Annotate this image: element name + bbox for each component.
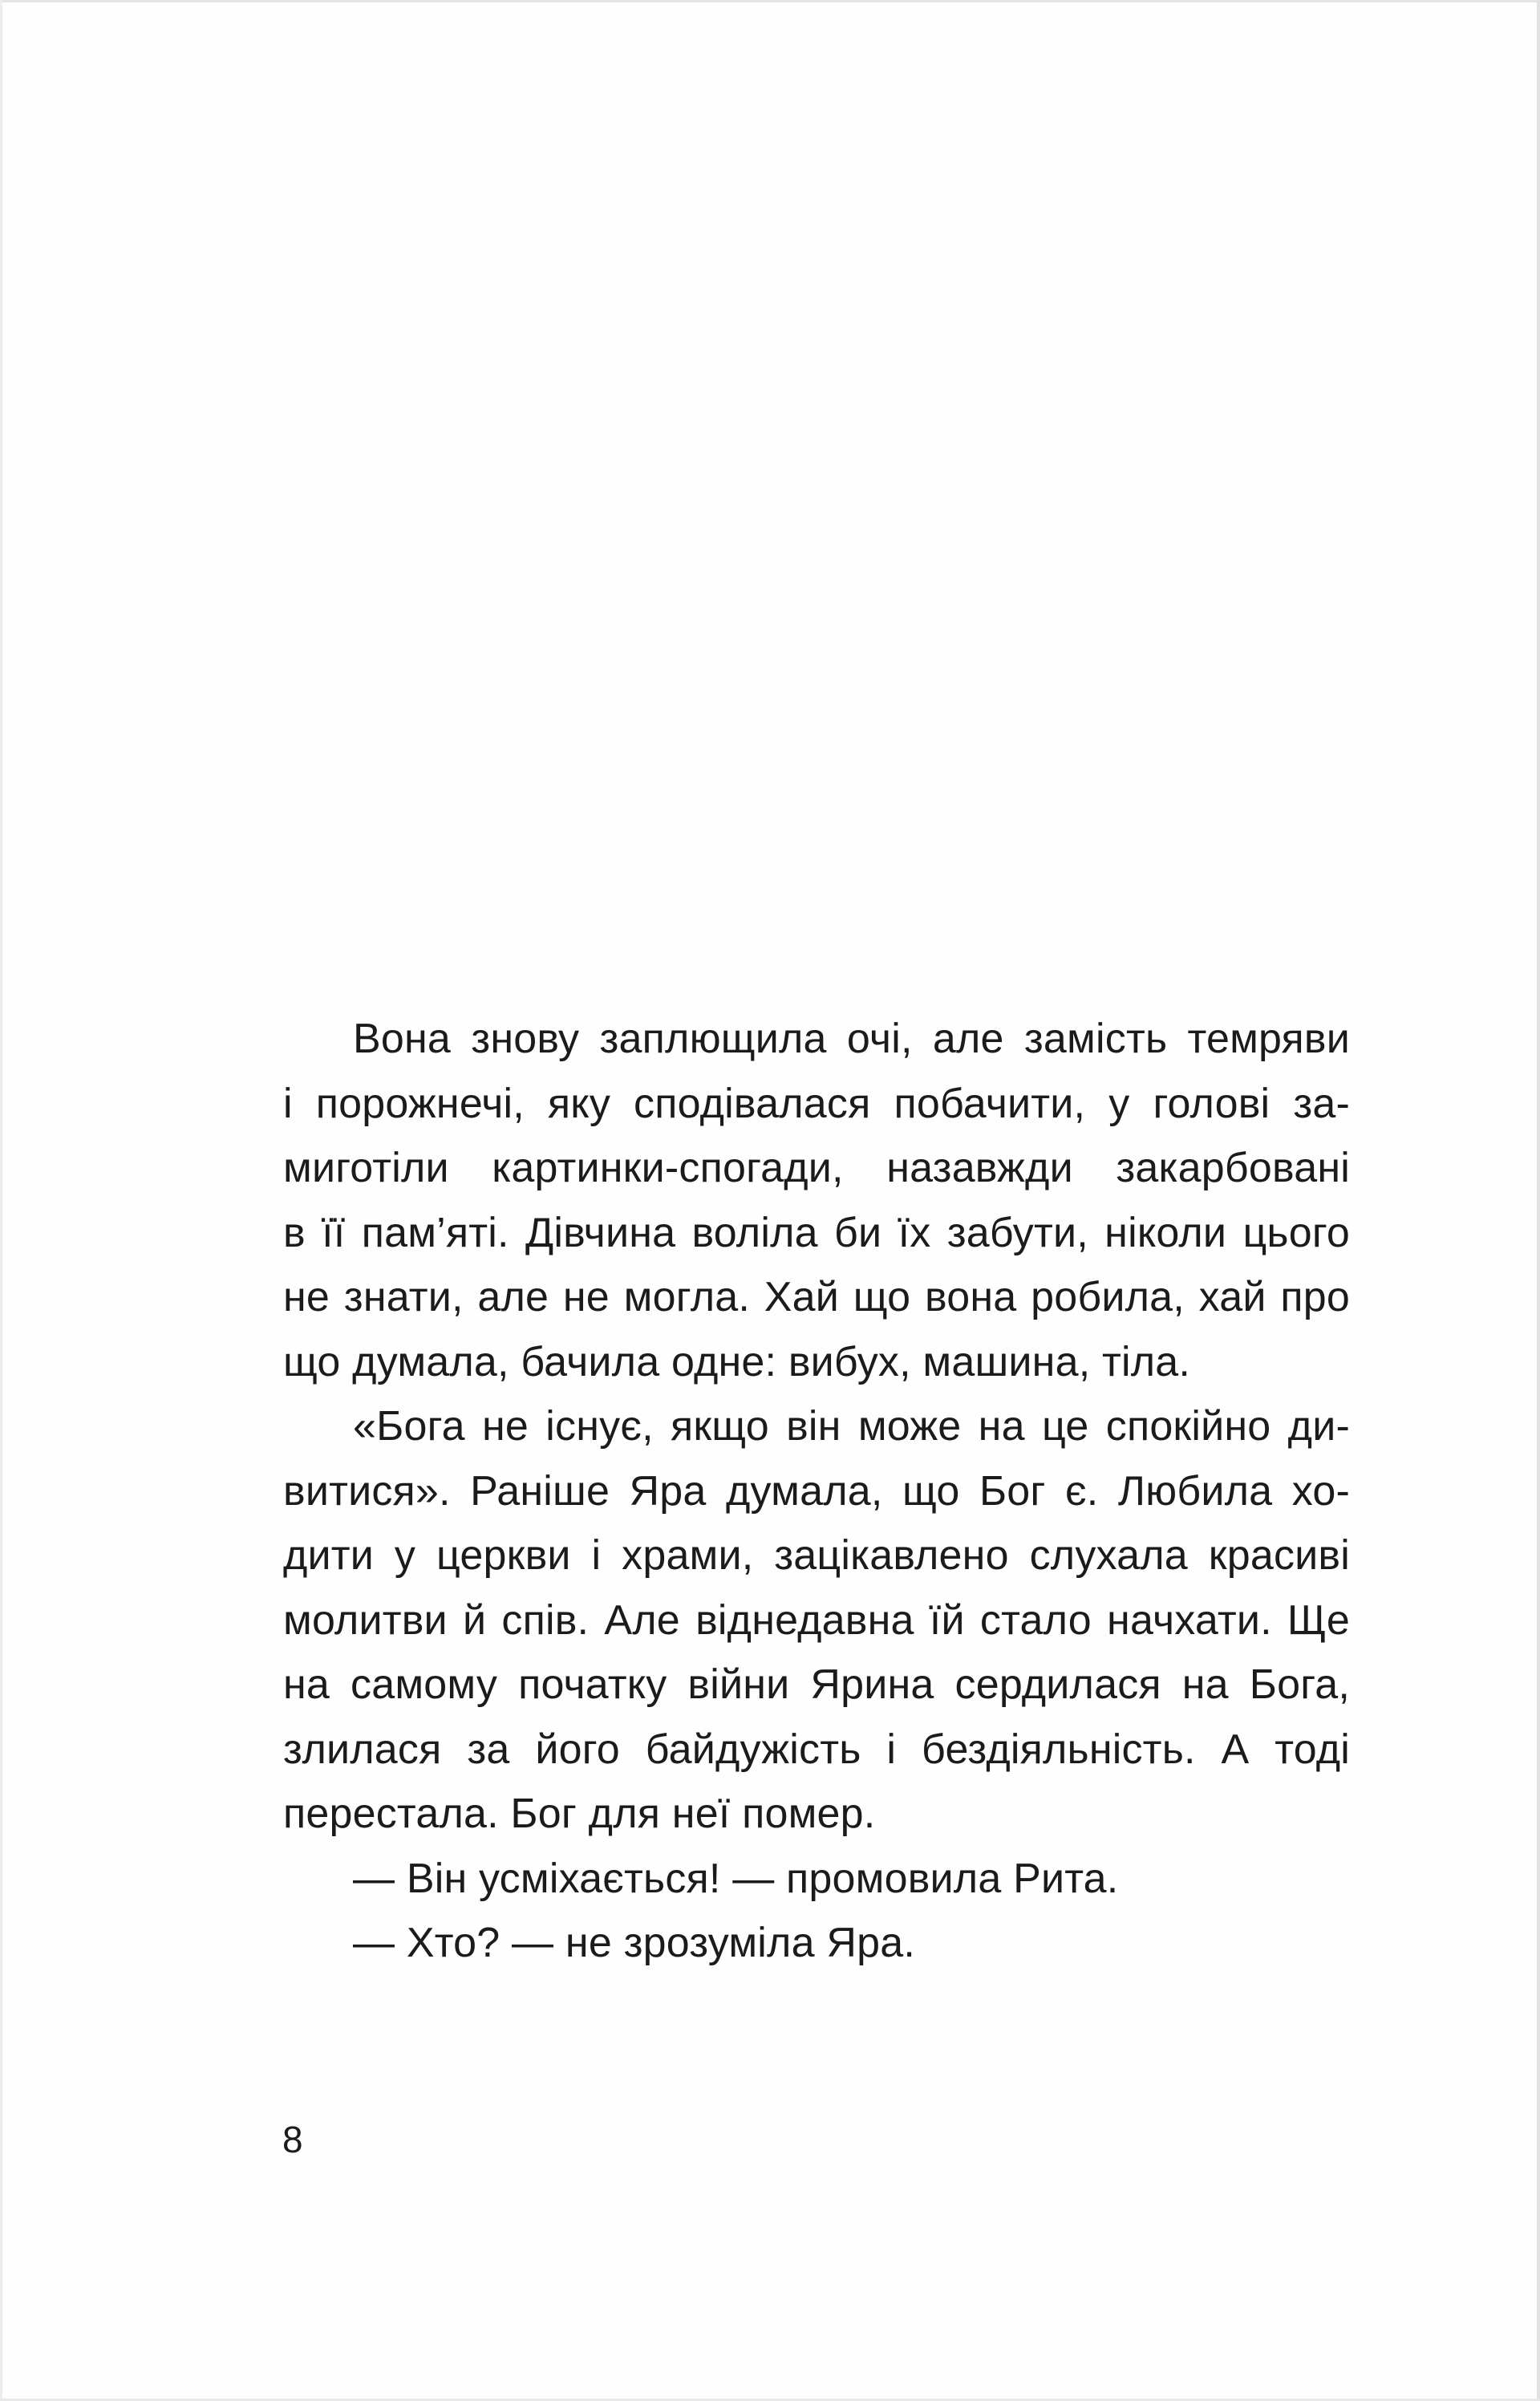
text-line: в її пам’яті. Дівчина воліла би їх забути, ніколи цього: [283, 1209, 1350, 1256]
text-line: що думала, бачила одне: вибух, машина, тіла.: [283, 1338, 1191, 1385]
text-line: злилася за його байдужість і бездіяльність. А тоді: [283, 1726, 1350, 1773]
body-text: [283, 1007, 1350, 1976]
text-line: Вона знову заплющила очі, але замість темряви: [353, 1016, 1350, 1062]
text-line: на самому початку війни Ярина сердилася на Бога,: [283, 1661, 1350, 1708]
text-line: витися». Раніше Яра думала, що Бог є. Любила хо-: [283, 1467, 1350, 1515]
text-line: перестала. Бог для неї помер.: [283, 1791, 876, 1837]
dialogue-line: — Хто? — не зрозуміла Яра.: [353, 1920, 916, 1966]
text-line: дити у церкви і храми, зацікавлено слухала красиві: [283, 1532, 1350, 1579]
page-edge-left: [0, 0, 2, 2401]
page-number: 8: [282, 2119, 303, 2160]
page-edge-top: [0, 0, 1540, 2]
text-line: миготіли картинки-спогади, назавжди закарбовані: [283, 1145, 1350, 1191]
text-line: молитви й спів. Але віднедавна їй стало начхати. Ще: [283, 1596, 1350, 1644]
text-line: не знати, але не могла. Хай що вона робила, хай про: [283, 1274, 1350, 1320]
page-edge-right: [1537, 0, 1540, 2401]
text-line: і порожнечі, яку сподівалася побачити, у голові за-: [283, 1080, 1350, 1127]
text-line: «Бога не існує, якщо він може на це спокійно ди-: [353, 1403, 1350, 1450]
dialogue-line: — Він усміхається! — промовила Рита.: [353, 1855, 1119, 1902]
